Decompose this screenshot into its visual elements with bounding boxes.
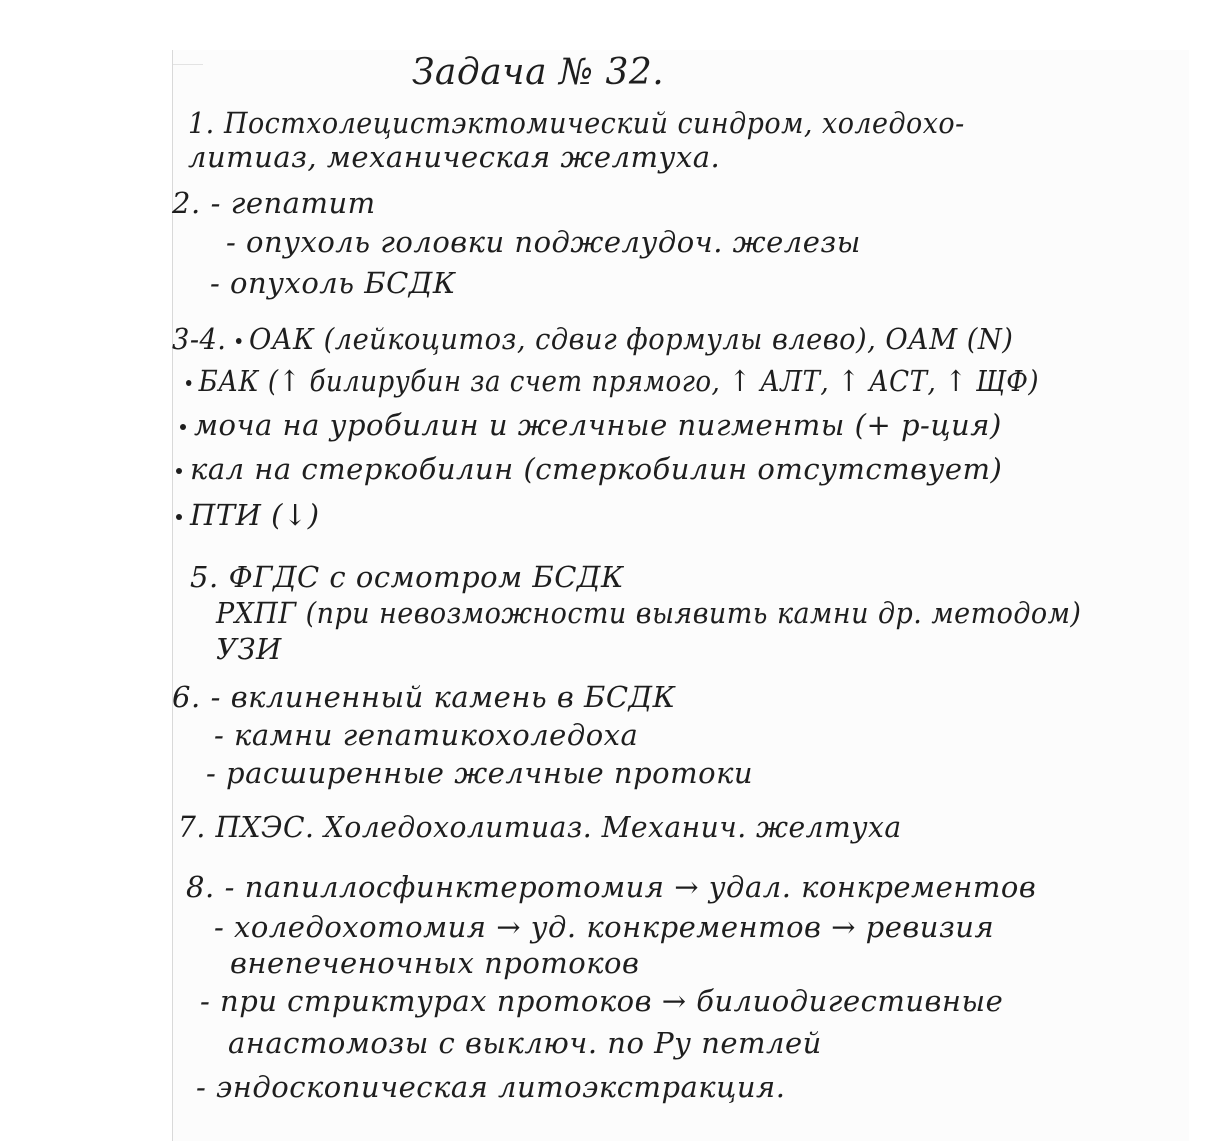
answer-2-line-1: [172, 186, 376, 220]
answer-5-line-1: [190, 560, 624, 594]
page-title: Задача № 32.: [412, 52, 665, 93]
line-text: - эндоскопическая литоэкстракция.: [196, 1070, 786, 1104]
answer-8-line-5: [228, 1026, 822, 1060]
line-number: 7.: [178, 810, 206, 844]
bullet-dot-icon: [180, 424, 186, 430]
line-text: - камни гепатикохоледоха: [214, 718, 639, 752]
line-text: моча на уробилин и желчные пигменты (+ р-ция): [194, 408, 1002, 442]
answer-3-4-line-1: [172, 322, 1013, 356]
line-text: УЗИ: [216, 632, 282, 666]
answer-2-line-3: [210, 266, 456, 300]
line-text: - гепатит: [210, 186, 376, 220]
line-text: - холедохотомия → уд. конкрементов → ревизия: [214, 910, 995, 944]
line-number: 8.: [186, 870, 215, 904]
bullet-dot-icon: [176, 468, 182, 474]
line-text: внепеченочных протоков: [230, 946, 640, 980]
answer-3-4-line-3: [180, 408, 1002, 442]
answer-7-line-1: [178, 810, 902, 844]
line-text: кал на стеркобилин (стеркобилин отсутствует): [190, 452, 1003, 486]
answer-8-line-1: [186, 870, 1036, 904]
answer-8-line-6: [196, 1070, 785, 1104]
line-number: 3-4.: [172, 322, 227, 356]
line-number: 2.: [172, 186, 201, 220]
answer-3-4-line-5: [176, 498, 320, 532]
line-text: БАК (↑ билирубин за счет прямого, ↑ АЛТ, ↑ АСТ, ↑ ЩФ): [198, 364, 1039, 398]
answer-6-line-2: [214, 718, 638, 752]
line-text: - вклиненный камень в БСДК: [210, 680, 676, 714]
line-text: Постхолецистэктомический синдром, холедохо-: [223, 106, 965, 140]
answer-3-4-line-2: [186, 364, 1039, 398]
line-text: РХПГ (при невозможности выявить камни др. методом): [216, 596, 1082, 630]
bullet-dot-icon: [186, 380, 191, 386]
answer-3-4-line-4: [176, 452, 1002, 486]
answer-8-line-2: [214, 910, 994, 944]
answer-1-line-2: [188, 140, 720, 174]
line-text: - расширенные желчные протоки: [206, 756, 754, 790]
line-text: ОАК (лейкоцитоз, сдвиг формулы влево), ОАМ (N): [249, 322, 1014, 356]
line-text: - при стриктурах протоков → билиодигестивные: [200, 984, 1004, 1018]
bullet-dot-icon: [236, 338, 242, 344]
answer-1-line-1: [188, 106, 965, 140]
line-number: 6.: [172, 680, 201, 714]
line-text: - опухоль головки поджелудоч. железы: [226, 225, 861, 259]
answer-8-line-3: [230, 946, 639, 980]
line-number: 5.: [190, 560, 219, 594]
line-text: литиаз, механическая желтуха.: [188, 140, 721, 174]
line-text: ПТИ (↓): [190, 498, 320, 532]
answer-8-line-4: [200, 984, 1003, 1018]
answer-6-line-1: [172, 680, 676, 714]
answer-5-line-2: [216, 596, 1081, 630]
bullet-dot-icon: [176, 514, 182, 520]
line-text: анастомозы с выключ. по Ру петлей: [228, 1026, 822, 1060]
line-text: - папиллосфинктеротомия → удал. конкрементов: [224, 870, 1037, 904]
answer-6-line-3: [206, 756, 753, 790]
line-number: 1.: [188, 106, 215, 140]
answer-2-line-2: [226, 225, 861, 259]
line-text: - опухоль БСДК: [210, 266, 456, 300]
sheet-corner-mark: [173, 50, 203, 65]
answer-5-line-3: [216, 632, 282, 666]
line-text: ФГДС с осмотром БСДК: [228, 560, 624, 594]
line-text: ПХЭС. Холедохолитиаз. Механич. желтуха: [215, 810, 902, 844]
